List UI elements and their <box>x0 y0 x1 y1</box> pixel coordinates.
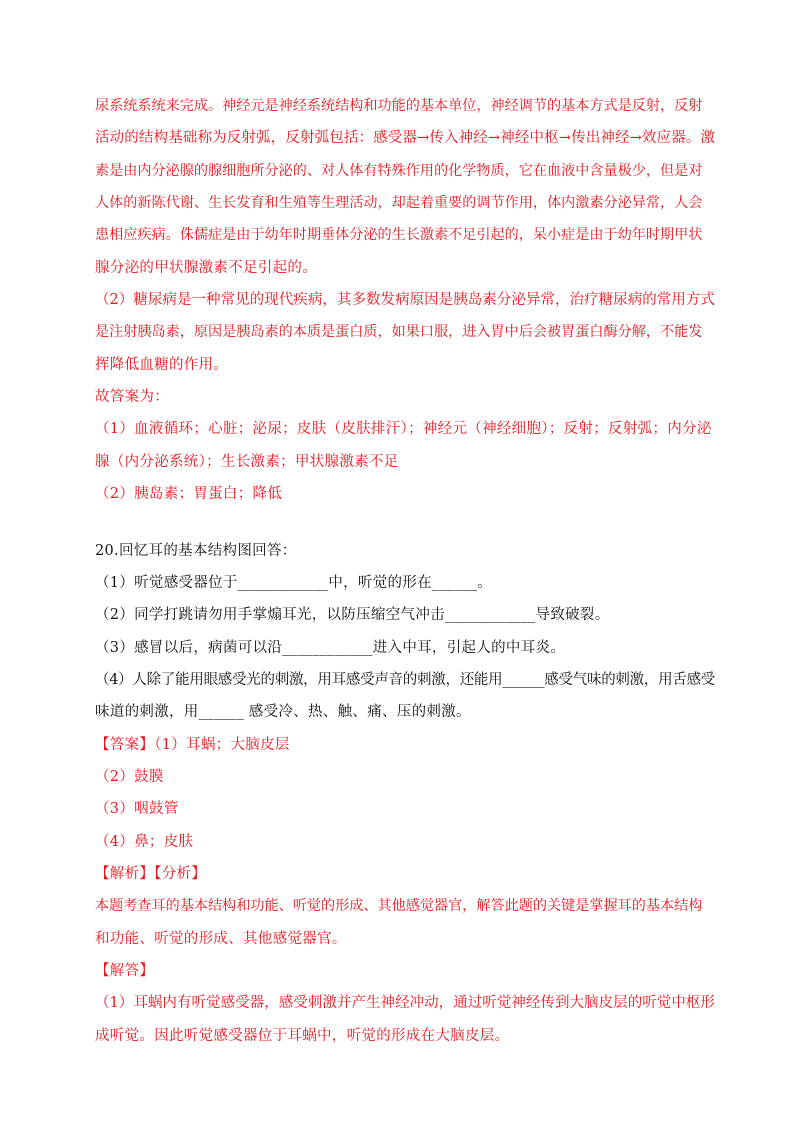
analysis-line: 腺分泌的甲状腺激素不足引起的。 <box>95 260 317 276</box>
analysis-tag: 【解析】【分析】 <box>95 866 207 882</box>
analysis-line: 素是由内分泌腺的腺细胞所分泌的、对人体有特殊作用的化学物质，它在血液中含量极少，但是对 <box>95 163 703 179</box>
analysis-line: 活动的结构基础称为反射弧，反射弧包括：感受器→传入神经→神经中枢→传出神经→效应器。激 <box>95 130 716 146</box>
analysis-line: （2）糖尿病是一种常见的现代疾病，其多数发病原因是胰岛素分泌异常，治疗糖尿病的常用方式 <box>95 292 715 308</box>
analysis-line: 是注射胰岛素，原因是胰岛素的本质是蛋白质，如果口服，进入胃中后会被胃蛋白酶分解，不能发 <box>95 324 703 340</box>
answer-line: （2）鼓膜 <box>95 769 164 785</box>
answer-text: （1）耳蜗；大脑皮层 <box>154 737 290 753</box>
solution-tag: 【解答】 <box>95 963 155 979</box>
answer-tag: 【答案】 <box>95 737 155 753</box>
analysis-line: 人体的新陈代谢、生长发育和生殖等生理活动，却起着重要的调节作用，体内激素分泌异常，人会 <box>95 195 703 211</box>
question-item: （2）同学打跳请勿用手掌煽耳光，以防压缩空气冲击____________导致破裂。 <box>95 607 610 623</box>
question-item: （3）感冒以后，病菌可以沿____________进入中耳，引起人的中耳炎。 <box>95 640 566 656</box>
answer-label: 故答案为： <box>95 389 169 405</box>
question-item: 味道的刺激，用______ 感受冷、热、触、痛、压的刺激。 <box>95 704 471 720</box>
answer-line: （2）胰岛素；胃蛋白；降低 <box>95 486 283 502</box>
analysis-line: 患相应疾病。侏儒症是由于幼年时期垂体分泌的生长激素不足引起的，呆小症是由于幼年时期甲状 <box>95 227 703 243</box>
analysis-line: 尿系统系统来完成。神经元是神经系统结构和功能的基本单位，神经调节的基本方式是反射，反射 <box>95 98 703 114</box>
answer-line: （3）咽鼓管 <box>95 801 179 817</box>
answer-line: 腺（内分泌系统）；生长激素；甲状腺激素不足 <box>95 454 399 470</box>
question-item: （4）人除了能用眼感受光的刺激，用耳感受声音的刺激，还能用______感受气味的刺激，用舌感受 <box>95 672 716 688</box>
analysis-line: 挥降低血糖的作用。 <box>95 357 229 373</box>
answer-line: （4）鼻；皮肤 <box>95 834 194 850</box>
analysis-line: 和功能、听觉的形成、其他感觉器官。 <box>95 931 347 947</box>
q20-answer-line <box>95 735 715 755</box>
solution-line: 成听觉。因此听觉感受器位于耳蜗中，听觉的形成在大脑皮层。 <box>95 1028 510 1044</box>
answer-line: （1）血液循环；心脏；泌尿；皮肤（皮肤排汗）；神经元（神经细胞）；反射；反射弧；内分泌 <box>95 421 712 437</box>
question-title: 20.回忆耳的基本结构图回答： <box>95 543 297 559</box>
analysis-line: 本题考查耳的基本结构和功能、听觉的形成、其他感觉器官，解答此题的关键是掌握耳的基本结构 <box>95 898 703 914</box>
solution-line: （1）耳蜗内有听觉感受器，感受刺激并产生神经冲动，通过听觉神经传到大脑皮层的听觉中枢形 <box>95 995 715 1011</box>
question-item: （1）听觉感受器位于____________中，听觉的形在______。 <box>95 575 493 591</box>
